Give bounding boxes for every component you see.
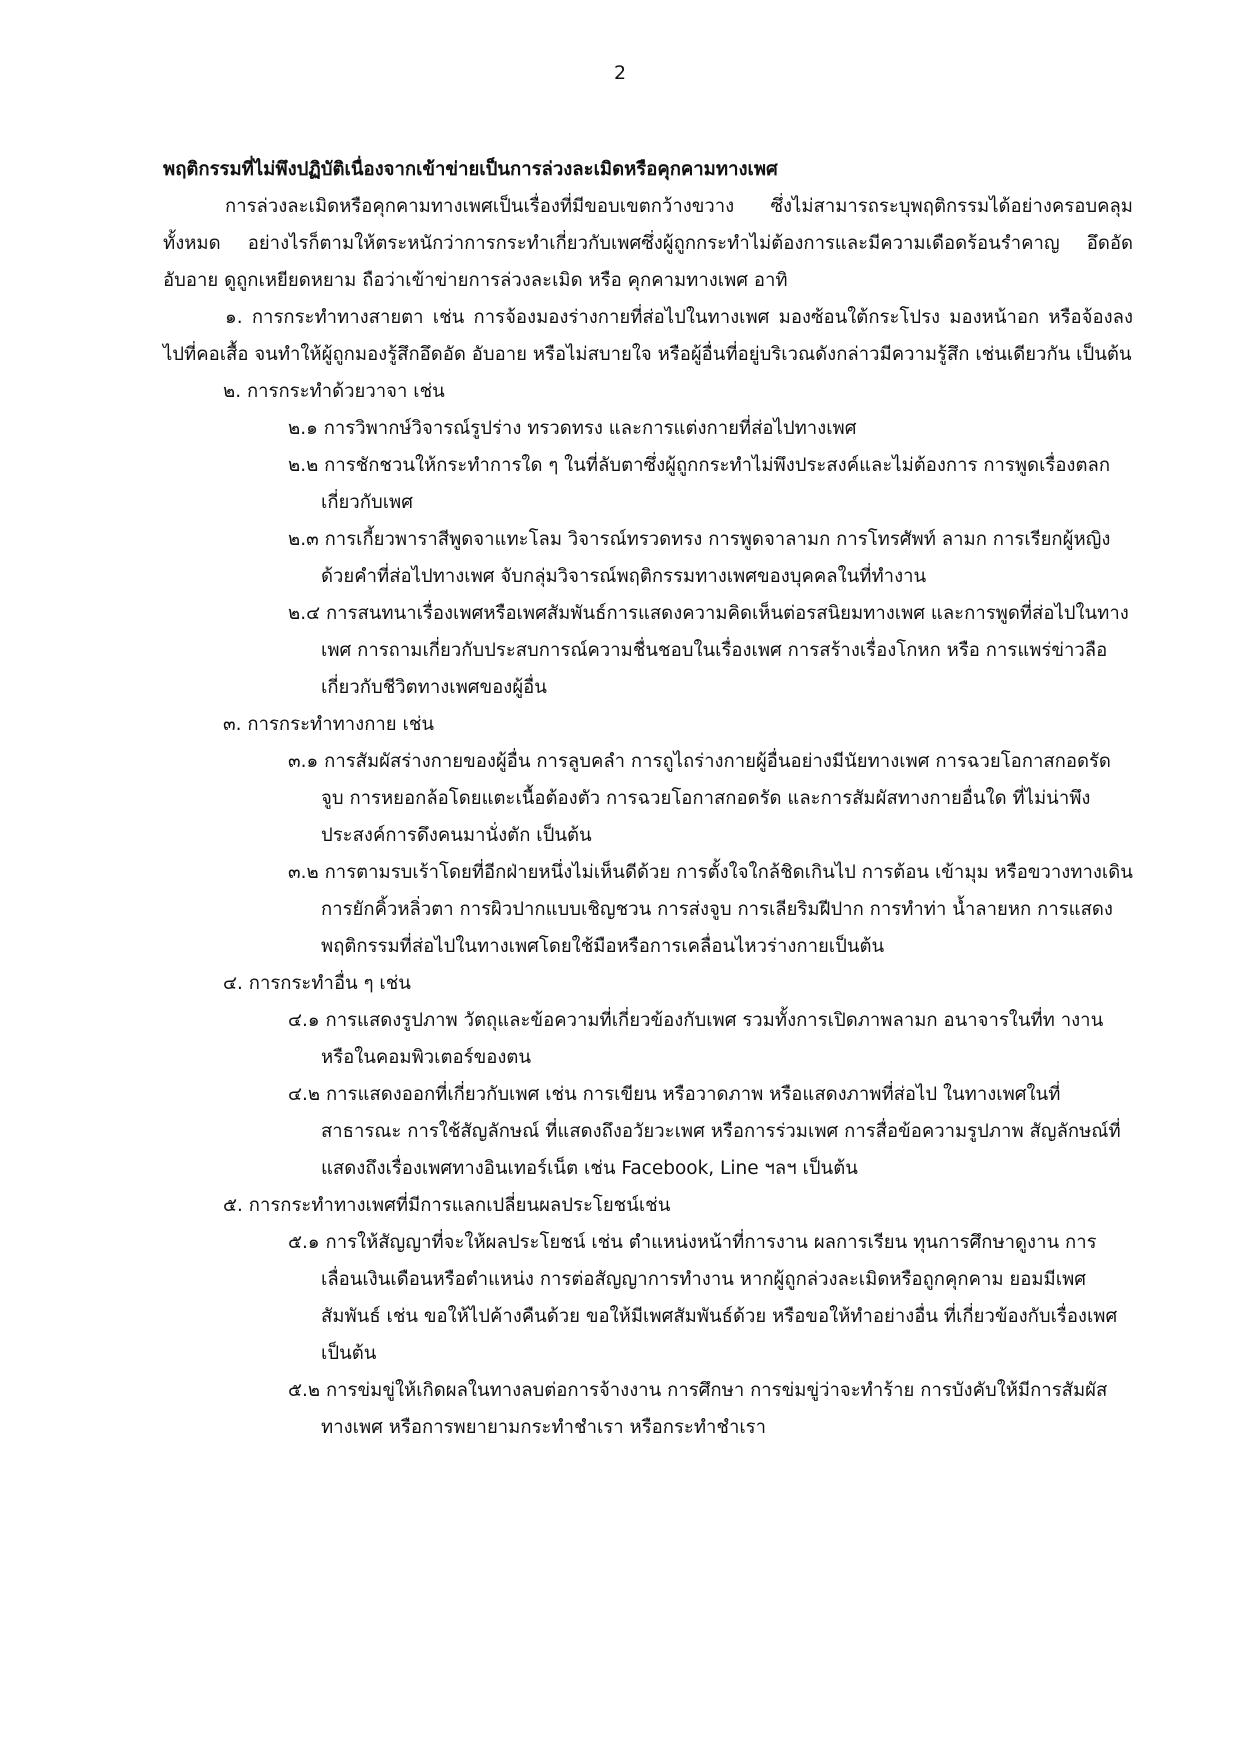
item-2-2: ๒.๒ การชักชวนให้กระทำการใด ๆ ในที่ลับตาซึ่งผู้ถูกกระทำไม่พึงประสงค์และไม่ต้องการ การพูดเรื่องตลกเกี่ยวกับเพศ xyxy=(288,455,1111,513)
item-3-2: ๓.๒ การตามรบเร้าโดยที่อีกฝ่ายหนึ่งไม่เห็นดีด้วย การตั้งใจใกล้ชิดเกินไป การต้อน เข้ามุม หรือขวางทางเดิน การยักคิ้วหลิ่วตา การผิวปากแบบเชิญชวน การส่งจูบ การเลียริมฝีปาก การทำท่า น้ำลายหก การแสดงพฤติกรรมที่ส่อไปในทางเพศโดยใช้มือหรือการเคลื่อนไหวร่างกายเป็นต้น xyxy=(288,862,1133,957)
item-4-1: ๔.๑ การแสดงรูปภาพ วัตถุและข้อความที่เกี่ยวข้องกับเพศ รวมทั้งการเปิดภาพลามก อนาจารในที่ท างานหรือในคอมพิวเตอร์ของตน xyxy=(288,1010,1104,1068)
item-5-heading: ๕. การกระทำทางเพศที่มีการแลกเปลี่ยนผลประโยชน์เช่น xyxy=(223,1195,671,1216)
item-1-paragraph: ๑. การกระทำทางสายตา เช่น การจ้องมองร่างกายที่ส่อไปในทางเพศ มองซ้อนใต้กระโปรง มองหน้าอก หรือจ้องลงไปที่คอเสื้อ จนทำให้ผู้ถูกมองรู้สึกอึดอัด อับอาย หรือไม่สบายใจ หรือผู้อื่นที่อยู่บริเวณดังกล่าวมีความรู้สึก เช่นเดียวกัน เป็นต้น xyxy=(163,307,1133,365)
item-5-1: ๕.๑ การให้สัญญาที่จะให้ผลประโยชน์ เช่น ตำแหน่งหน้าที่การงาน ผลการเรียน ทุนการศึกษาดูงาน การเลื่อนเงินเดือนหรือตำแหน่ง การต่อสัญญาการทำงาน หากผู้ถูกล่วงละเมิดหรือถูกคุกคาม ยอมมีเพศสัมพันธ์ เช่น ขอให้ไปค้างคืนด้วย ขอให้มีเพศสัมพันธ์ด้วย หรือขอให้ทำอย่างอื่น ที่เกี่ยวข้องกับเรื่องเพศ เป็นต้น xyxy=(288,1232,1118,1364)
document-body xyxy=(163,151,1133,1446)
item-2-4: ๒.๔ การสนทนาเรื่องเพศหรือเพศสัมพันธ์การแสดงความคิดเห็นต่อรสนิยมทางเพศ และการพูดที่ส่อไปในทางเพศ การถามเกี่ยวกับประสบการณ์ความชื่นชอบในเรื่องเพศ การสร้างเรื่องโกหก หรือ การแพร่ข่าวลือเกี่ยวกับชีวิตทางเพศของผู้อื่น xyxy=(288,603,1129,698)
item-2-heading: ๒. การกระทำด้วยวาจา เช่น xyxy=(223,381,445,402)
item-4-heading: ๔. การกระทำอื่น ๆ เช่น xyxy=(223,973,411,994)
section-heading: พฤติกรรมที่ไม่พึงปฏิบัติเนื่องจากเข้าข่ายเป็นการล่วงละเมิดหรือคุกคามทางเพศ xyxy=(163,159,778,180)
item-3-1: ๓.๑ การสัมผัสร่างกายของผู้อื่น การลูบคลำ การถูไถร่างกายผู้อื่นอย่างมีนัยทางเพศ การฉวยโอกาสกอดรัด จูบ การหยอกล้อโดยแตะเนื้อต้องตัว การฉวยโอกาสกอดรัด และการสัมผัสทางกายอื่นใด ที่ไม่น่าพึงประสงค์การดึงคนมานั่งตัก เป็นต้น xyxy=(288,751,1111,846)
item-2-1: ๒.๑ การวิพากษ์วิจารณ์รูปร่าง ทรวดทรง และการแต่งกายที่ส่อไปทางเพศ xyxy=(288,418,857,439)
page-number: 2 xyxy=(613,62,627,84)
item-2-3: ๒.๓ การเกี้ยวพาราสีพูดจาแทะโลม วิจารณ์ทรวดทรง การพูดจาลามก การโทรศัพท์ ลามก การเรียกผู้หญิงด้วยคำที่ส่อไปทางเพศ จับกลุ่มวิจารณ์พฤติกรรมทางเพศของบุคคลในที่ทำงาน xyxy=(288,529,1111,587)
item-3-heading: ๓. การกระทำทางกาย เช่น xyxy=(223,714,435,735)
item-4-2: ๔.๒ การแสดงออกที่เกี่ยวกับเพศ เช่น การเขียน หรือวาดภาพ หรือแสดงภาพที่ส่อไป ในทางเพศในที่สาธารณะ การใช้สัญลักษณ์ ที่แสดงถึงอวัยวะเพศ หรือการร่วมเพศ การสื่อข้อความรูปภาพ สัญลักษณ์ที่แสดงถึงเรื่องเพศทางอินเทอร์เน็ต เช่น Facebook, Line ฯลฯ เป็นต้น xyxy=(288,1084,1121,1179)
intro-paragraph: การล่วงละเมิดหรือคุกคามทางเพศเป็นเรื่องที่มีขอบเขตกว้างขวาง ซึ่งไม่สามารถระบุพฤติกรรมได้อย่างครอบคลุมทั้งหมด อย่างไรก็ตามให้ตระหนักว่าการกระทำเกี่ยวกับเพศซึ่งผู้ถูกกระทำไม่ต้องการและมีความเดือดร้อนรำคาญ อึดอัด อับอาย ดูถูกเหยียดหยาม ถือว่าเข้าข่ายการล่วงละเมิด หรือ คุกคามทางเพศ อาทิ xyxy=(163,196,1133,291)
item-5-2: ๕.๒ การข่มขู่ให้เกิดผลในทางลบต่อการจ้างงาน การศึกษา การข่มขู่ว่าจะทำร้าย การบังคับให้มีการสัมผัสทางเพศ หรือการพยายามกระทำชำเรา หรือกระทำชำเรา xyxy=(288,1380,1108,1438)
